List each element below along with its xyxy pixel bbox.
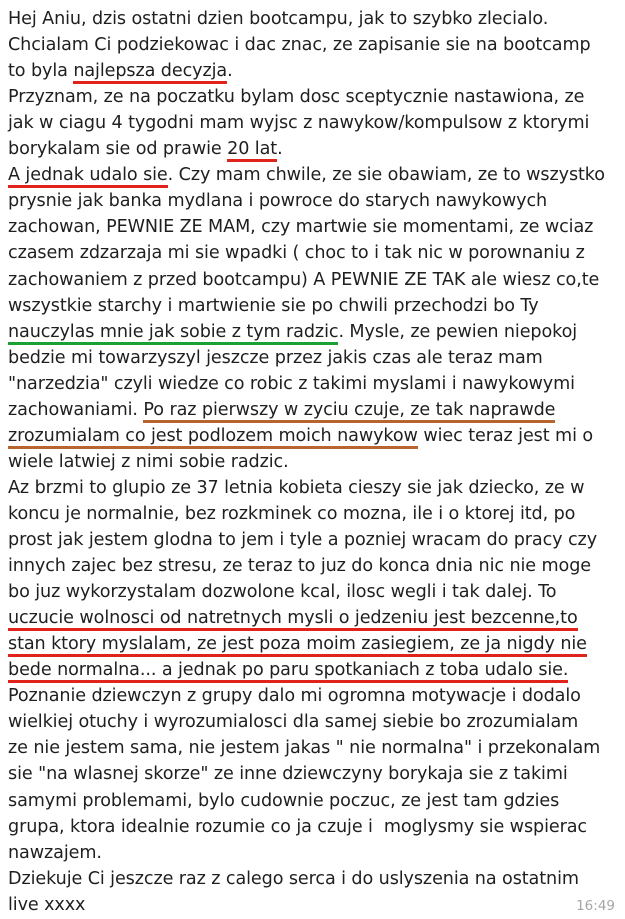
text-segment: . Mysle, ze pewien niepokoj xyxy=(338,321,578,342)
text-segment: borykalam sie od prawie xyxy=(8,139,228,160)
message-line xyxy=(8,293,539,320)
message-line xyxy=(8,788,559,815)
text-segment: zachowan, PEWNIE ZE MAM, czy martwie sie momentami, ze wciaz xyxy=(8,217,594,238)
message-line xyxy=(8,735,600,762)
text-segment: grupa, ktora idealnie rozumie co ja czuje i moglysmy sie wspierac xyxy=(8,816,587,837)
text-segment: to byla xyxy=(8,61,74,82)
highlighted-phrase: uczucie wolnosci od natretnych mysli o jedzeniu jest bezcenne,to xyxy=(8,608,578,631)
text-segment: Chcialam Ci podziekowac i dac znac, ze zapisanie sie na bootcamp xyxy=(8,35,591,56)
text-segment: innych zajec bez stresu, ze teraz to juz do konca dnia nic nie moge xyxy=(8,556,591,577)
highlighted-phrase: zrozumialam co jest podlozem moich nawykow xyxy=(8,426,418,449)
text-segment: ze nie jestem sama, nie jestem jakas " nie normalna" i przekonalam xyxy=(8,738,601,759)
highlighted-phrase: 20 lat xyxy=(227,139,277,162)
text-segment: samymi problemami, bylo cudownie poczuc, ze jest tam gdzies xyxy=(8,790,560,811)
text-segment: "narzedzia" czyli wiedze co robic z takimi myslami i nawykowymi xyxy=(8,373,575,394)
message-line xyxy=(8,866,579,893)
text-segment: koncu je normalnie, bez rozkminek co mozna, ile i o ktorej itd, po xyxy=(8,503,576,524)
highlighted-phrase: Po raz pierwszy w zyciu czuje, ze tak naprawde xyxy=(143,400,555,423)
message-line xyxy=(8,397,555,424)
message-timestamp: 16:49 xyxy=(576,898,615,914)
text-segment: nawzajem. xyxy=(8,842,102,863)
text-segment: czasem zdzarzaja mi sie wpadki ( choc to i tak nic w porownaniu z xyxy=(8,243,585,264)
text-segment: Hej Aniu, dzis ostatni dzien bootcampu, jak to szybko zlecialo. xyxy=(8,9,549,29)
text-segment: zachowaniem z przed bootcampu) A PEWNIE ZE TAK ale wiesz co,te xyxy=(8,269,600,290)
text-segment: Az brzmi to glupio ze 37 letnia kobieta cieszy sie jak dziecko, ze w xyxy=(8,477,585,498)
text-segment: jak w ciagu 4 tygodni mam wyjsc z nawykow/kompulsow z ktorymi xyxy=(8,113,590,134)
message-line xyxy=(8,579,556,606)
text-segment: wszystkie starchy i martwienie sie po chwili przechodzi bo Ty xyxy=(8,295,539,316)
message-line xyxy=(8,188,547,215)
highlighted-phrase: A jednak udalo sie xyxy=(8,165,168,188)
highlighted-phrase: bede normalna... a jednak po paru spotkaniach z toba udalo sie. xyxy=(8,660,568,683)
text-segment: Przyznam, ze na poczatku bylam dosc sceptycznie nastawiona, ze xyxy=(8,87,585,108)
message-line xyxy=(8,605,578,632)
text-segment: . xyxy=(277,139,283,160)
message-line xyxy=(8,214,593,241)
message-line xyxy=(8,761,568,788)
message-line xyxy=(8,840,102,867)
message-line xyxy=(8,240,585,267)
message-line xyxy=(8,631,587,658)
message-line xyxy=(8,110,589,137)
message-line xyxy=(8,371,575,398)
message-line xyxy=(8,449,289,476)
message-line xyxy=(8,683,581,710)
message-line xyxy=(8,709,578,736)
text-segment: wielkiej otuchy i wyrozumialosci dla samej siebie bo zrozumialam xyxy=(8,712,579,733)
message-line xyxy=(8,32,591,59)
text-segment: prysnie jak banka mydlana i powroce do starych nawykowych xyxy=(8,191,548,212)
message-line xyxy=(8,319,577,346)
text-segment: prost jak jestem glodna to jem i tyle a pozniej wracam do pracy czy xyxy=(8,530,598,550)
text-segment: Dziekuje Ci jeszcze raz z calego serca i do uslyszenia na ostatnim xyxy=(8,868,579,889)
message-line xyxy=(8,527,597,554)
text-segment: Poznanie dziewczyn z grupy dalo mi ogromna motywacje i dodalo xyxy=(8,686,581,707)
message-line xyxy=(8,814,587,841)
text-segment: wiec teraz jest mi o xyxy=(417,425,594,446)
text-segment: sie "na wlasnej skorze" ze inne dziewczyny borykaja sie z takimi xyxy=(8,764,568,785)
message-line xyxy=(8,6,548,33)
message-line xyxy=(8,657,568,684)
highlighted-phrase: nauczylas mnie jak sobie z tym radzic xyxy=(8,322,338,345)
message-line xyxy=(8,501,575,528)
highlighted-phrase: stan ktory myslalam, ze jest poza moim zasiegiem, ze ja nigdy nie xyxy=(8,634,587,657)
message-line xyxy=(8,892,85,919)
message-line xyxy=(8,553,591,580)
text-segment: live xxxx xyxy=(8,894,86,915)
highlighted-phrase: najlepsza decyzja xyxy=(73,61,227,84)
text-segment: . Czy mam chwile, ze sie obawiam, ze to wszystko xyxy=(167,165,605,186)
text-segment: . xyxy=(227,61,233,82)
message-line xyxy=(8,475,584,502)
message-line xyxy=(8,423,593,450)
message-line xyxy=(8,58,233,85)
text-segment: wiele latwiej z nimi sobie radzic. xyxy=(8,451,289,472)
text-segment: zachowaniami. xyxy=(8,399,144,420)
message-line xyxy=(8,84,584,111)
message-line xyxy=(8,136,283,163)
message-line xyxy=(8,267,599,294)
message-line xyxy=(8,162,605,189)
message-line xyxy=(8,345,543,372)
text-segment: bedzie mi towarzyszyl jeszcze przez jakis czas ale teraz mam xyxy=(8,347,543,368)
text-segment: bo juz wykorzystalam dozwolone kcal, ilosc wegli i tak dalej. To xyxy=(8,582,557,603)
